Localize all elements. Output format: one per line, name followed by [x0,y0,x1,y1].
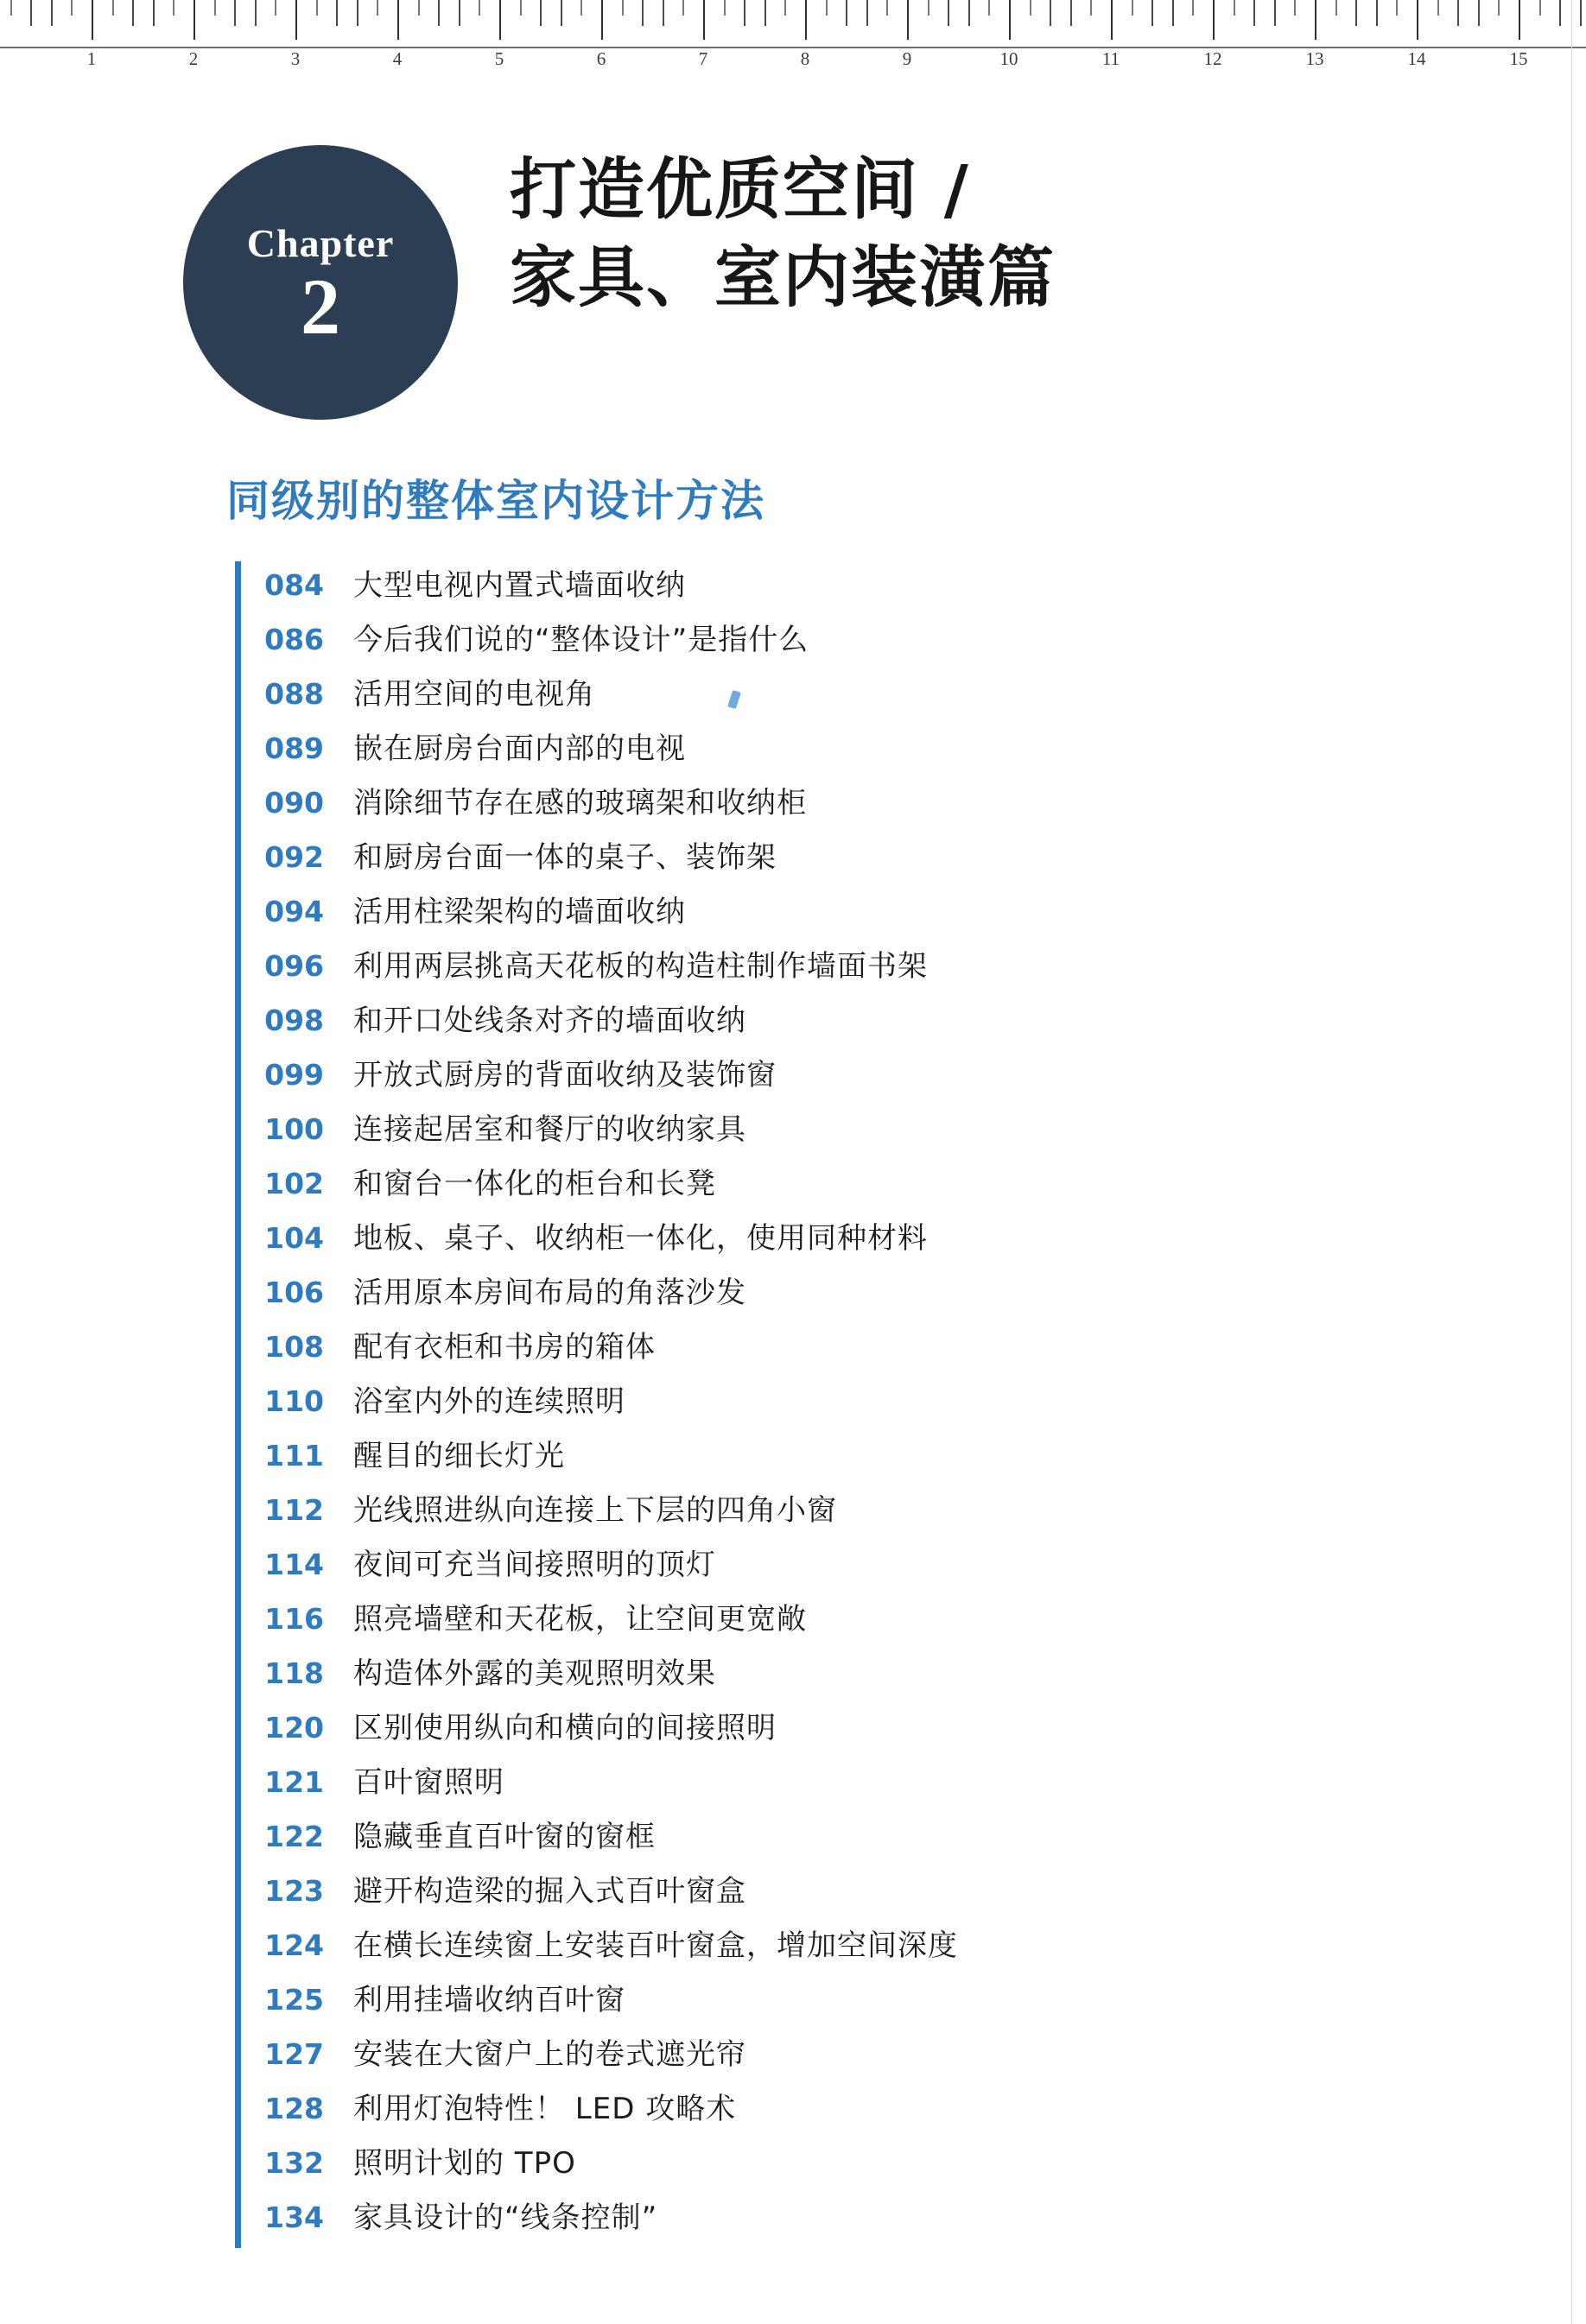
ruler-tick [153,0,155,26]
page-edge-line [1571,0,1572,2324]
ruler-tick [295,0,297,40]
ruler-tick [10,0,12,16]
toc-entry[interactable] [241,2194,1401,2248]
toc-entry-title: 大型电视内置式墙面收纳 [353,568,686,603]
toc-entry-title: 构造体外露的美观照明效果 [353,1656,716,1691]
toc-page-number: 121 [264,1765,324,1799]
ruler-tick [377,0,378,16]
toc-entry-title: 醒目的细长灯光 [353,1439,565,1473]
toc-entry[interactable] [241,616,1401,670]
chapter-badge [183,145,458,420]
toc-entry[interactable] [241,779,1401,833]
ruler-number: 6 [596,48,606,69]
ruler-tick [234,0,236,26]
ruler-number: 9 [902,48,912,69]
ruler-strip [0,0,1586,48]
toc-entry-title: 在横长连续窗上安装百叶窗盒，增加空间深度 [353,1928,958,1963]
toc-page-number: 089 [264,731,324,765]
toc-entry-title: 和厨房台面一体的桌子、装饰架 [353,840,777,875]
ruler-tick [1253,0,1255,26]
toc-page-number: 106 [264,1276,324,1309]
toc-page-number: 120 [264,1711,324,1745]
ruler-tick [71,0,73,16]
ruler-number: 1 [86,48,97,69]
toc-entry[interactable] [241,1432,1401,1486]
ruler-tick [438,0,440,26]
chapter-number: 2 [301,262,340,351]
toc-page-number: 100 [264,1112,324,1146]
toc-page-number: 118 [264,1656,324,1690]
ruler-tick [1009,0,1011,40]
toc-entry-title: 区别使用纵向和横向的间接照明 [353,1711,777,1745]
ruler-tick [418,0,420,16]
ruler-tick [1376,0,1378,26]
ruler-tick [1192,0,1194,16]
toc-entry-title: 活用空间的电视角 [353,677,595,712]
ruler-tick [173,0,174,16]
toc-entry-title: 照明计划的 TPO [353,2146,576,2181]
toc-entry-title: 和窗台一体化的柜台和长凳 [353,1167,716,1201]
toc-page-number: 112 [264,1493,324,1527]
toc-entry-title: 配有衣柜和书房的箱体 [353,1330,656,1365]
ruler-tick [1132,0,1133,16]
toc-entry[interactable] [241,561,1401,616]
ruler-tick [1090,0,1092,16]
toc-page-number: 111 [264,1439,324,1472]
toc-page-number: 116 [264,1602,324,1636]
ruler-tick [622,0,624,16]
ruler-tick [642,0,644,26]
ruler-tick [948,0,949,26]
toc-page-number: 132 [264,2146,324,2180]
ruler-number: 15 [1509,48,1528,69]
ruler-number: 11 [1101,48,1120,69]
toc-entry-title: 夜间可充当间接照明的顶灯 [353,1548,716,1582]
toc-page-number: 104 [264,1221,324,1255]
chapter-title [510,147,1503,322]
toc-entry[interactable] [241,2085,1401,2139]
section-heading: 同级别的整体室内设计方法 [226,476,765,526]
toc-entry[interactable] [241,1269,1401,1323]
toc-page-number: 102 [264,1167,324,1200]
table-of-contents [235,561,1401,2248]
ruler-tick [540,0,542,26]
toc-entry-title: 开放式厨房的背面收纳及装饰窗 [353,1058,777,1092]
ruler-tick [968,0,970,26]
ruler-tick [1294,0,1296,16]
ruler-tick [703,0,705,40]
toc-entry-title: 连接起居室和餐厅的收纳家具 [353,1112,746,1147]
toc-entry-title: 活用柱梁架构的墙面收纳 [353,895,686,929]
toc-entry[interactable] [241,942,1401,997]
ruler-tick [357,0,358,26]
toc-page-number: 134 [264,2201,324,2234]
toc-page-number: 088 [264,677,324,711]
ruler-tick [1213,0,1215,40]
toc-entry-title: 照亮墙壁和天花板，让空间更宽敞 [353,1602,807,1637]
ruler-tick [1539,0,1541,16]
ruler-tick [928,0,929,16]
ruler-number: 5 [494,48,504,69]
ruler-tick [112,0,114,16]
ruler-tick [316,0,318,16]
toc-entry[interactable] [241,1541,1401,1595]
toc-page-number: 108 [264,1330,324,1364]
ruler-tick [580,0,582,16]
toc-entry[interactable] [241,2139,1401,2194]
toc-page-number: 090 [264,786,324,820]
ruler-tick [255,0,257,26]
toc-entry[interactable] [241,1105,1401,1160]
toc-entry[interactable] [241,670,1401,725]
toc-entry-title: 光线照进纵向连接上下层的四角小窗 [353,1493,837,1528]
ruler-tick [1580,0,1582,26]
toc-entry-title: 安装在大窗户上的卷式遮光帘 [353,2037,746,2072]
toc-page-number: 114 [264,1548,324,1581]
ruler-tick [805,0,807,40]
ruler-tick [724,0,726,16]
ruler-tick [1396,0,1398,16]
ruler-tick [682,0,684,16]
ruler-tick [764,0,766,26]
toc-entry-title: 利用灯泡特性！ LED 攻略术 [353,2092,737,2126]
ruler-number: 4 [392,48,403,69]
ruler-tick [1519,0,1520,40]
ruler-number: 8 [800,48,810,69]
toc-entry[interactable] [241,1486,1401,1541]
ruler-tick [988,0,990,16]
toc-page-number: 128 [264,2092,324,2125]
toc-page-number: 123 [264,1874,324,1908]
toc-entry[interactable] [241,1051,1401,1105]
toc-entry[interactable] [241,1813,1401,1867]
toc-entry-title: 嵌在厨房台面内部的电视 [353,731,686,766]
ruler-number: 3 [290,48,301,69]
toc-entry-title: 百叶窗照明 [353,1765,504,1800]
ruler-tick [1457,0,1459,26]
ruler-tick [1050,0,1051,26]
toc-page-number: 127 [264,2037,324,2071]
ruler-tick [1355,0,1357,26]
toc-entry-title: 利用挂墙收纳百叶窗 [353,1983,625,2017]
toc-entry-title: 消除细节存在感的玻璃架和收纳柜 [353,786,807,820]
ruler-tick [397,0,399,40]
ruler-number: 13 [1305,48,1324,69]
toc-entry[interactable] [241,1867,1401,1922]
toc-entry-title: 隐藏垂直百叶窗的窗框 [353,1820,656,1854]
ruler-tick [275,0,276,16]
ruler-tick [1559,0,1561,26]
toc-page-number: 124 [264,1928,324,1962]
ruler-tick [744,0,745,26]
toc-page-number: 086 [264,623,324,656]
ruler-number: 7 [698,48,708,69]
ruler-tick [30,0,32,26]
toc-entry-title: 避开构造梁的掘入式百叶窗盒 [353,1874,746,1909]
toc-page-number: 094 [264,895,324,928]
ruler-number: 10 [999,48,1018,69]
chapter-word: Chapter [246,220,395,265]
ruler-tick [601,0,603,40]
toc-entry[interactable] [241,1758,1401,1813]
chapter-title-line-1: 打造优质空间 / [510,152,970,229]
ruler-tick [1315,0,1316,40]
ruler-tick [1478,0,1480,26]
toc-entry-title: 浴室内外的连续照明 [353,1384,625,1419]
toc-entry[interactable] [241,1595,1401,1650]
ruler-tick [51,0,53,26]
ruler-tick [561,0,562,26]
toc-page-number: 084 [264,568,324,602]
ruler-tick [826,0,828,16]
ruler-tick [1417,0,1418,40]
chapter-title-line-2: 家具、室内装潢篇 [510,239,1056,317]
toc-entry[interactable] [241,1976,1401,2030]
ruler-tick [1274,0,1276,26]
toc-entry[interactable] [241,725,1401,779]
ruler-tick [132,0,134,26]
ruler-tick [1111,0,1113,40]
ruler-tick [1437,0,1439,16]
ruler-tick [1030,0,1031,16]
ruler-tick [907,0,909,40]
toc-entry[interactable] [241,1214,1401,1269]
ruler-tick [866,0,868,26]
toc-entry[interactable] [241,1377,1401,1432]
ruler-number: 2 [188,48,199,69]
toc-entry[interactable] [241,1323,1401,1377]
ruler-tick [499,0,501,40]
ruler-tick [1070,0,1072,26]
ruler-tick [784,0,786,16]
toc-page-number: 096 [264,949,324,983]
toc-page-number: 092 [264,840,324,874]
toc-page-number: 110 [264,1384,324,1418]
toc-entry[interactable] [241,1650,1401,1704]
toc-entry-title: 和开口处线条对齐的墙面收纳 [353,1004,746,1038]
toc-entry-title: 家具设计的“线条控制” [353,2201,658,2235]
toc-entry[interactable] [241,1704,1401,1758]
toc-entry-title: 活用原本房间布局的角落沙发 [353,1276,746,1310]
ruler-numbers [0,48,1586,83]
toc-entry[interactable] [241,2030,1401,2085]
toc-entry-title: 地板、桌子、收纳柜一体化，使用同种材料 [353,1221,928,1256]
ruler-tick [214,0,216,16]
ruler-tick [1335,0,1337,16]
ruler-tick [92,0,93,40]
toc-entry-title: 利用两层挑高天花板的构造柱制作墙面书架 [353,949,928,984]
toc-page-number: 099 [264,1058,324,1092]
ruler-tick [336,0,338,26]
toc-entry[interactable] [241,888,1401,942]
ruler-tick [193,0,195,40]
ruler-tick [1498,0,1500,16]
ruler-tick [1151,0,1153,26]
toc-entry[interactable] [241,1922,1401,1976]
ruler-tick [846,0,847,26]
toc-entry[interactable] [241,1160,1401,1214]
ruler-tick [520,0,522,16]
toc-entry-title: 今后我们说的“整体设计”是指什么 [353,623,809,657]
ruler-number: 12 [1203,48,1222,69]
ruler-number: 14 [1407,48,1426,69]
toc-page-number: 098 [264,1004,324,1037]
ruler-tick [1234,0,1235,16]
ruler-tick [886,0,888,16]
toc-page-number: 125 [264,1983,324,2017]
toc-page-number: 122 [264,1820,324,1853]
ruler-tick [1172,0,1174,26]
ruler-tick [663,0,664,26]
ruler-tick [479,0,480,16]
ruler-tick [459,0,460,26]
toc-entry[interactable] [241,997,1401,1051]
toc-entry[interactable] [241,833,1401,888]
